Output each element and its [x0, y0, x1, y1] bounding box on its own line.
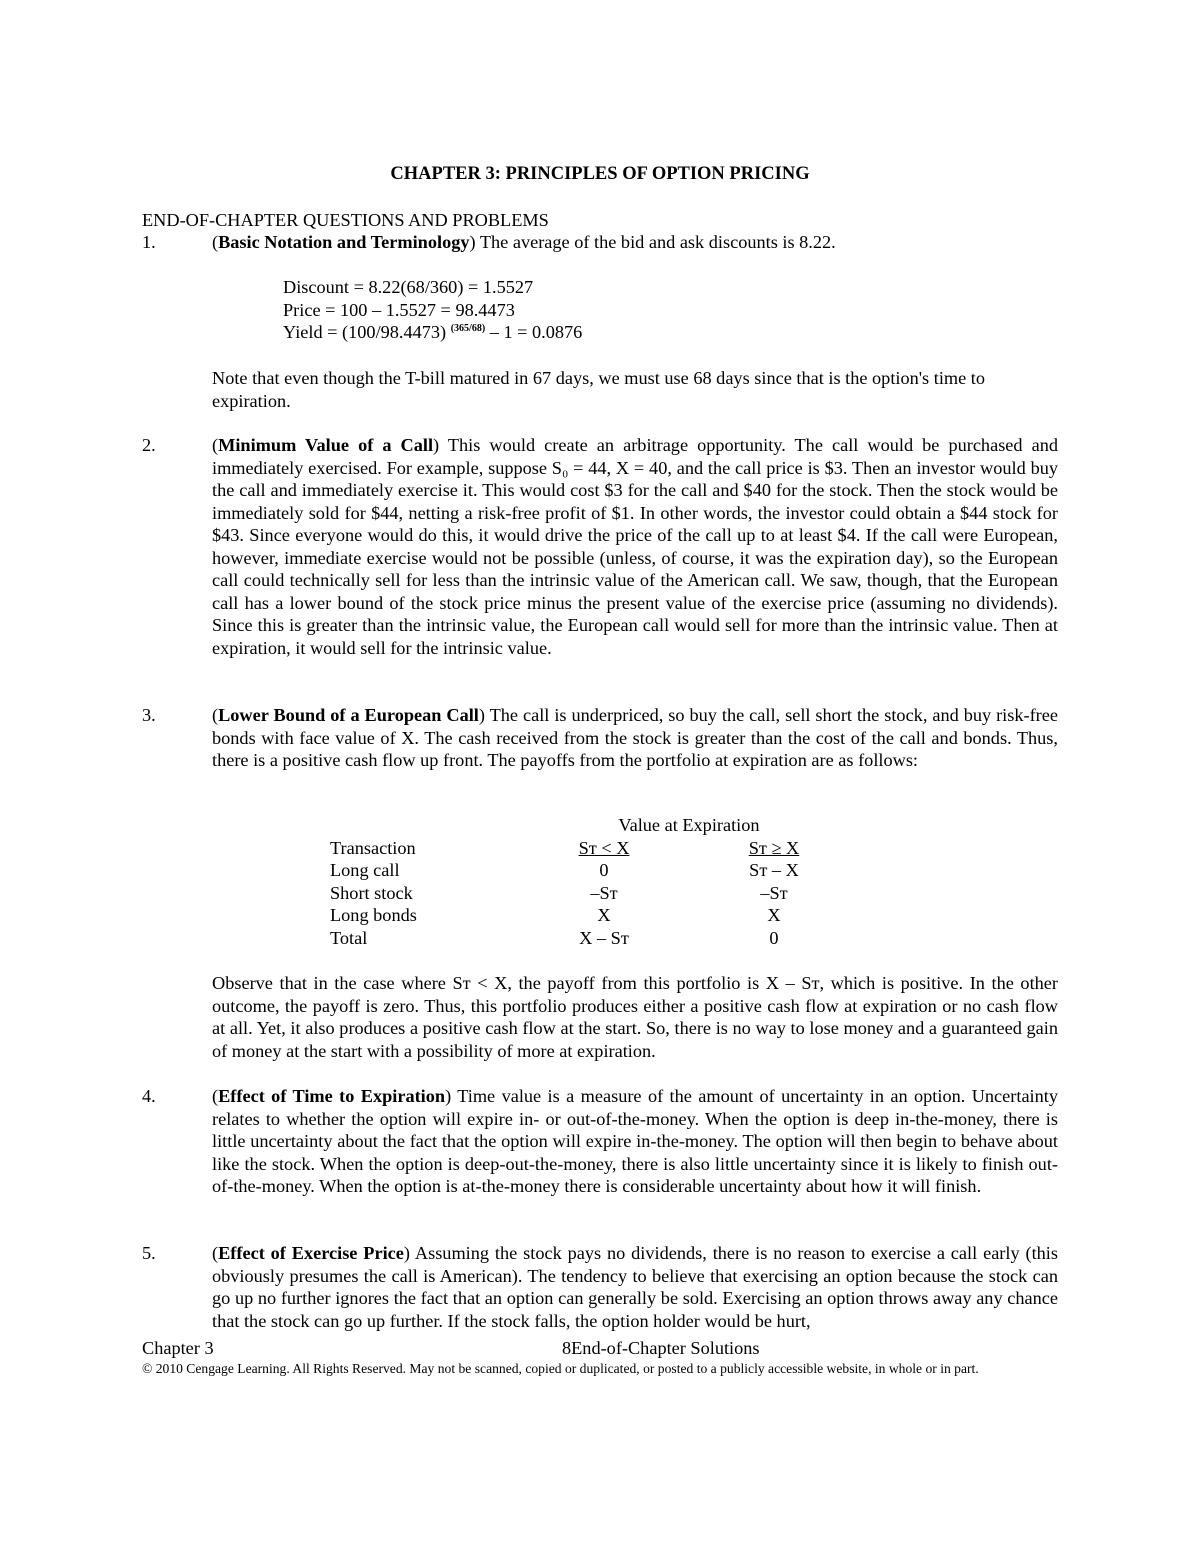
question-heading: Effect of Time to Expiration [218, 1086, 446, 1106]
question-text: The call is underpriced, so buy the call, sell short the stock, and buy risk-free bonds with face value of X. The cash received from the stock is greater than the cost of the call and bonds. Thus, there is a positive cash flow up front. The payoffs from the portfolio at expiration are as follows: [212, 705, 1058, 770]
formula-discount: Discount = 8.22(68/360) = 1.5527 [283, 277, 534, 297]
col-b-header: Sᴛ ≥ X [748, 837, 800, 858]
question-2 [142, 434, 1058, 659]
row-value-a: X – Sᴛ [579, 927, 629, 948]
question-number: 2. [142, 435, 156, 455]
table-row [330, 927, 834, 950]
question-5 [142, 1242, 1058, 1332]
question-body: (Effect of Exercise Price) Assuming the stock pays no dividends, there is no reason to exercise a call early (this obviously presumes the call is American). The tendency to believe that exercising an option because the stock can go up no further ignores the fact that an option can generally be sold. Exercising an option throws away any chance that the stock can go up further. If the stock falls, the option holder would be hurt, [212, 1243, 1058, 1331]
question-heading: Effect of Exercise Price [218, 1243, 404, 1263]
payoff-table [330, 814, 834, 949]
question-text: This would create an arbitrage opportunity. The call would be purchased and immediately exercised. For example, suppose S₀ = 44, X = 40, and the call price is $3. Then an investor would buy the call and immediately exercise it. This would cost $3 for the call and $40 for the stock. Then the stock would be immediately sold for $44, netting a risk-free profit of $1. In other words, the investor could obtain a $44 stock for $43. Since everyone would do this, it would drive the price of the call up to at least $4. If the call were European, however, immediate exercise would not be possible (unless, of course, it was the expiration day), so the European call could technically sell for less than the intrinsic value of the American call. We saw, though, that the European call has a lower bound of the stock price minus the present value of the exercise price (assuming no dividends). Since this is greater than the intrinsic value, the European call would sell for more than the intrinsic value. Then at expiration, it would sell for the intrinsic value. [212, 435, 1058, 658]
row-value-a: 0 [599, 860, 609, 880]
group-header: Value at Expiration [618, 815, 760, 835]
q1-note: Note that even though the T-bill matured in 67 days, we must use 68 days since that is the option's time to expiration. [212, 368, 986, 411]
footer-chapter: Chapter 3 [142, 1338, 214, 1358]
row-value-b: –Sᴛ [760, 882, 788, 903]
question-heading: Lower Bound of a European Call [218, 705, 479, 725]
question-heading: Basic Notation and Terminology [218, 232, 470, 252]
question-3 [142, 704, 1058, 772]
yield-exponent: (365/68) [450, 322, 486, 334]
col-a-header: Sᴛ < X [578, 837, 630, 858]
col-transaction-header: Transaction [330, 837, 416, 858]
row-label: Long bonds [330, 905, 417, 925]
table-row [330, 904, 834, 927]
row-value-b: X [767, 905, 781, 925]
question-number: 3. [142, 705, 156, 725]
question-1 [142, 231, 1058, 254]
question-body: (Lower Bound of a European Call) The call is underpriced, so buy the call, sell short the stock, and buy risk-free bonds with face value of X. The cash received from the stock is greater than the cost of the call and bonds. Thus, there is a positive cash flow up front. The payoffs from the portfolio at expiration are as follows: [212, 705, 1058, 770]
question-heading: Minimum Value of a Call [218, 435, 434, 455]
row-label: Total [330, 927, 368, 948]
question-body: (Effect of Time to Expiration) Time value is a measure of the amount of uncertainty in an option. Uncertainty relates to whether the option will expire in- or out-of-the-money. When the option is deep in-the-money, there is little uncertainty about the fact that the option will expire in-the-money. The option will then begin to behave about like the stock. When the option is deep-out-the-money, there is also little uncertainty since it is likely to finish out-of-the-money. When the option is at-the-money there is considerable uncertainty about how it will finish. [212, 1086, 1058, 1196]
row-value-a: –Sᴛ [590, 882, 618, 903]
row-label: Long call [330, 860, 400, 880]
table-group-header-row [330, 814, 834, 837]
question-body: (Minimum Value of a Call) This would create an arbitrage opportunity. The call would be purchased and immediately exercised. For example, suppose S₀ = 44, X = 40, and the call price is $3. Then an investor would buy the call and immediately exercise it. This would cost $3 for the call and $40 for the stock. Then the stock would be immediately sold for $44, netting a risk-free profit of $1. In other words, the investor could obtain a $44 stock for $43. Since everyone would do this, it would drive the price of the call up to at least $4. If the call were European, however, immediate exercise would not be possible (unless, of course, it was the expiration day), so the European call could technically sell for less than the intrinsic value of the American call. We saw, though, that the European call has a lower bound of the stock price minus the present value of the exercise price (assuming no dividends). Since this is greater than the intrinsic value, the European call would sell for more than the intrinsic value. Then at expiration, it would sell for the intrinsic value. [212, 435, 1058, 658]
formula-yield: Yield = (100/98.4473) $^{(365/68)}$ – 1 = 0.0876 [283, 322, 583, 342]
footer-section: 8End-of-Chapter Solutions [562, 1338, 760, 1358]
q3-observation: Observe that in the case where Sᴛ < X, the payoff from this portfolio is X – Sᴛ, which is positive. In the other outcome, the payoff is zero. Thus, this portfolio produces either a positive cash flow at expiration or no cash flow at all. Yet, it also produces a positive cash flow at the start. So, there is no way to lose money and a guaranteed gain of money at the start with a possibility of more at expiration. [212, 973, 1058, 1061]
copyright-notice: © 2010 Cengage Learning. All Rights Reserved. May not be scanned, copied or duplicated, or posted to a publicly accessible website, in whole or in part. [142, 1361, 979, 1376]
chapter-title: CHAPTER 3: PRINCIPLES OF OPTION PRICING [390, 164, 810, 184]
question-number: 4. [142, 1086, 156, 1106]
formula-block [283, 276, 582, 344]
formula-price: Price = 100 – 1.5527 = 98.4473 [283, 299, 515, 320]
question-text: The average of the bid and ask discounts is 8.22. [475, 232, 836, 252]
table-row [330, 882, 834, 905]
question-text: Assuming the stock pays no dividends, there is no reason to exercise a call early (this obviously presumes the call is American). The tendency to believe that exercising an option because the stock can go up no further ignores the fact that an option can generally be sold. Exercising an option throws away any chance that the stock can go up further. If the stock falls, the option holder would be hurt, [212, 1243, 1058, 1331]
question-4 [142, 1085, 1058, 1198]
question-body: (Basic Notation and Terminology) The average of the bid and ask discounts is 8.22. [212, 232, 836, 252]
question-text: Time value is a measure of the amount of uncertainty in an option. Uncertainty relates to whether the option will expire in- or out-of-the-money. When the option is deep in-the-money, there is little uncertainty about the fact that the option will expire in-the-money. The option will then begin to behave about like the stock. When the option is deep-out-the-money, there is also little uncertainty since it is likely to finish out-of-the-money. When the option is at-the-money there is considerable uncertainty about how it will finish. [212, 1086, 1058, 1196]
row-value-a: X [597, 905, 611, 925]
row-label: Short stock [330, 882, 413, 903]
table-header-row [330, 837, 834, 860]
section-heading: END-OF-CHAPTER QUESTIONS AND PROBLEMS [142, 210, 549, 230]
question-number: 5. [142, 1243, 156, 1263]
table-row [330, 859, 834, 882]
question-number: 1. [142, 232, 156, 252]
row-value-b: 0 [769, 927, 779, 948]
row-value-b: Sᴛ – X [749, 860, 799, 880]
